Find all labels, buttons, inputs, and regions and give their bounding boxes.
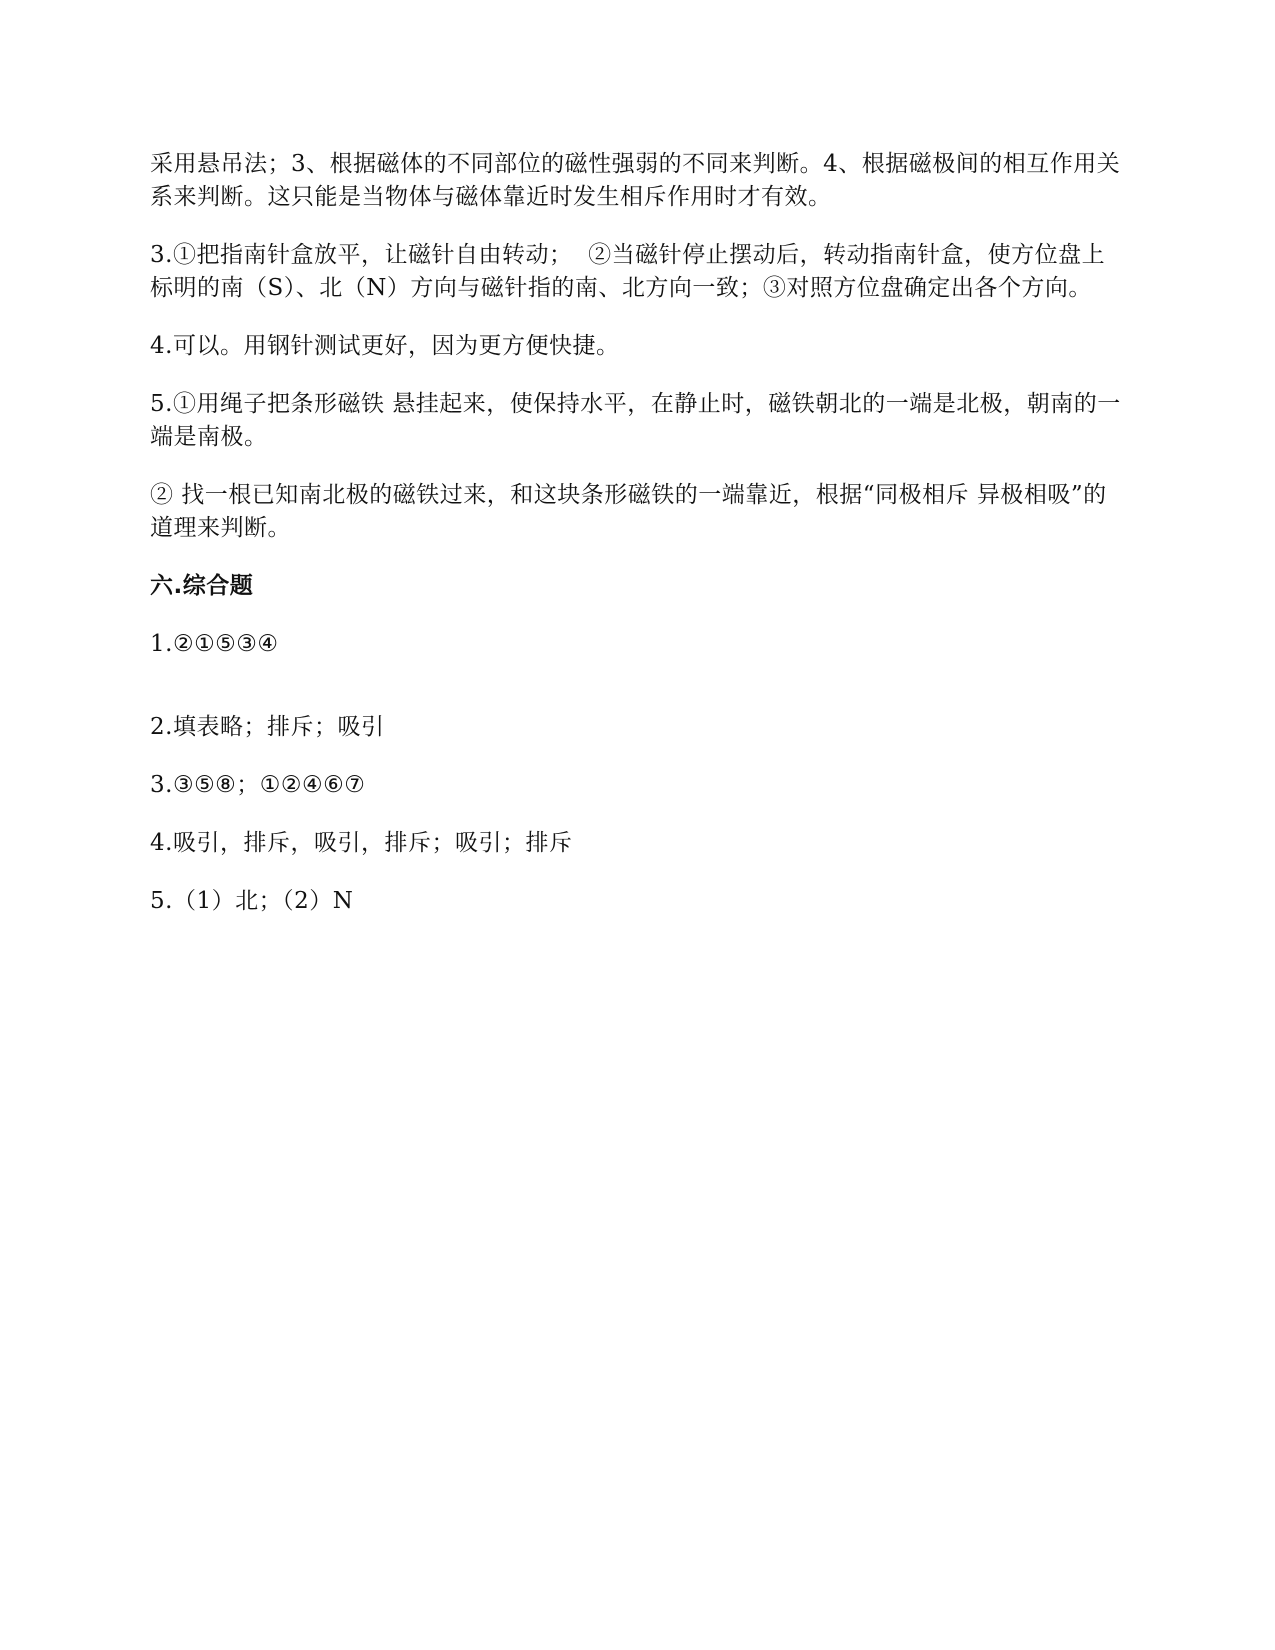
answer-5-5-part2: ② 找一根已知南北极的磁铁过来，和这块条形磁铁的一端靠近，根据“同极相斥 异极相吸”的道理来判断。 <box>150 482 1107 541</box>
section-6-heading: 六.综合题 <box>150 573 254 599</box>
answer-content <box>150 148 1125 943</box>
answer-5-4: 4.可以。用钢针测试更好，因为更方便快捷。 <box>150 333 620 359</box>
answer-6-2: 2.填表略；排斥；吸引 <box>150 714 385 740</box>
answer-6-5: 5.（1）北；（2）N <box>150 888 354 914</box>
answer-5-3: 3.①把指南针盒放平，让磁针自由转动； ②当磁针停止摆动后，转动指南针盒，使方位盘上标明的南（S）、北（N）方向与磁针指的南、北方向一致；③对照方位盘确定出各个方向。 <box>150 242 1106 301</box>
answer-5-2-continued: 采用悬吊法；3、根据磁体的不同部位的磁性强弱的不同来判断。4、根据磁极间的相互作用关系来判断。这只能是当物体与磁体靠近时发生相斥作用时才有效。 <box>150 151 1121 210</box>
answer-5-5-part1: 5.①用绳子把条形磁铁 悬挂起来，使保持水平，在静止时，磁铁朝北的一端是北极，朝南的一端是南极。 <box>150 391 1121 450</box>
answer-6-4: 4.吸引，排斥，吸引，排斥；吸引；排斥 <box>150 830 573 856</box>
answer-6-3: 3.③⑤⑧；①②④⑥⑦ <box>150 772 366 798</box>
blank-line <box>150 686 1125 711</box>
answer-6-1: 1.②①⑤③④ <box>150 631 279 657</box>
